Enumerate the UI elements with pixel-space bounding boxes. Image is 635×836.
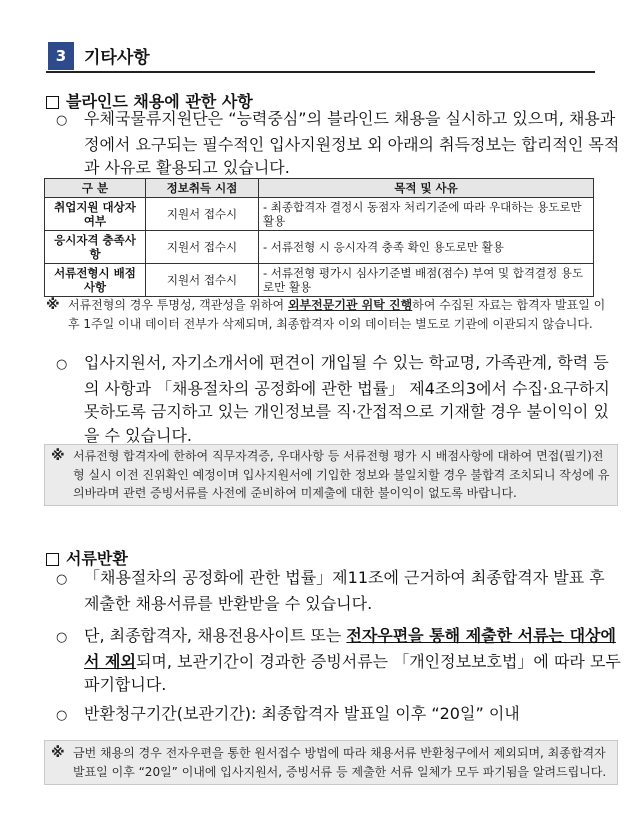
email-exclusion-emphasis: 전자우편을 통해 제출한 서류는 대상에서 제외 xyxy=(84,626,616,671)
table-row xyxy=(45,231,594,264)
reference-mark-icon: ※ xyxy=(46,297,60,313)
table-header: 정보취득 시점 xyxy=(146,179,259,198)
section-divider xyxy=(46,71,595,73)
circle-bullet-icon: ○ xyxy=(56,708,68,723)
table-cell-item: 서류전형시 배점사항 xyxy=(45,264,146,297)
table-row xyxy=(45,198,594,231)
blind-bullet-2: ○ 입사지원서, 자기소개서에 편견이 개입될 수 있는 학교명, 가족관계, 학력 등의 사항과 「채용절차의 공정화에 관한 법률」 제4조의3에서 수집·요구하지 못하도록 금지하고 있는 개인정보를 직·간접적으로 기재할 경우 불이익이 있을 수 있습니다. xyxy=(56,353,610,445)
table-cell-purpose: - 서류전형 시 응시자격 충족 확인 용도로만 활용 xyxy=(259,231,594,264)
return-note-box: ※ 금번 채용의 경우 전자우편을 통한 원서접수 방법에 따라 채용서류 반환청구에서 제외되며, 최종합격자 발표일 이후 “20일” 이내에 입사지원서, 증빙서류 등 제출한 서류 일체가 모두 파기됨을 알려드립니다. xyxy=(44,740,618,785)
reference-mark-icon: ※ xyxy=(51,448,65,464)
return-bullet-3: ○ 반환청구기간(보관기간): 최종합격자 발표일 이후 “20일” 이내 xyxy=(56,702,622,728)
section-title: 기타사항 xyxy=(84,48,150,68)
circle-bullet-icon: ○ xyxy=(56,357,68,372)
table-cell-timing: 지원서 접수시 xyxy=(146,231,259,264)
blind-note-1: ※ 서류전형의 경우 투명성, 객관성을 위하여 외부전문기관 위탁 진행하여 수집된 자료는 합격자 발표일 이후 1주일 이내 데이터 전부가 삭제되며, 최종합격자 이외 데이터는 별도로 기관에 이관되지 않습니다. xyxy=(46,297,606,331)
checkbox-square-icon xyxy=(46,553,59,566)
blind-bullet-1: ○ 우체국물류지원단은 “능력중심”의 블라인드 채용을 실시하고 있으며, 채용과정에서 요구되는 필수적인 입사지원정보 외 아래의 취득정보는 합리적인 목적과 사유로 활용되고 있습니다. xyxy=(56,109,620,177)
table-cell-item: 응시자격 충족사항 xyxy=(45,231,146,264)
table-cell-purpose: - 최종합격자 결정시 동점자 처리기준에 따라 우대하는 용도로만 활용 xyxy=(259,198,594,231)
document-return-heading: 서류반환 xyxy=(46,546,128,569)
circle-bullet-icon: ○ xyxy=(56,630,68,645)
section-number: 3 xyxy=(48,42,74,70)
table-cell-item: 취업지원 대상자 여부 xyxy=(45,198,146,231)
circle-bullet-icon: ○ xyxy=(56,113,68,128)
table-cell-timing: 지원서 접수시 xyxy=(146,198,259,231)
return-bullet-1: ○ 「채용절차의 공정화에 관한 법률」제11조에 근거하여 최종합격자 발표 후 제출한 채용서류를 반환받을 수 있습니다. xyxy=(56,568,605,613)
acquired-info-table xyxy=(44,178,594,297)
table-header: 목적 및 사유 xyxy=(259,179,594,198)
table-row xyxy=(45,264,594,297)
table-header-row xyxy=(45,179,594,198)
reference-mark-icon: ※ xyxy=(51,745,65,761)
circle-bullet-icon: ○ xyxy=(56,572,68,587)
blind-hiring-heading: 블라인드 채용에 관한 사항 xyxy=(46,89,253,112)
external-agency-emphasis: 외부전문기관 위탁 진행 xyxy=(287,298,413,312)
table-cell-purpose: - 서류전형 평가시 심사기준별 배점(점수) 부여 및 합격결정 용도로만 활용 xyxy=(259,264,594,297)
table-cell-timing: 지원서 접수시 xyxy=(146,264,259,297)
blind-note-2-box: ※ 서류전형 합격자에 한하여 직무자격증, 우대사항 등 서류전형 평가 시 배점사항에 대하여 면접(필기)전형 실시 이전 진위확인 예정이며 입사지원서에 기입한 정보와 불일치할 경우 불합격 조치되니 작성에 유의바라며 관련 증빙서류를 사전에 준비하여 미제출에 대한 불이익이 없도록 바랍니다. xyxy=(44,444,618,506)
table-header: 구 분 xyxy=(45,179,146,198)
return-bullet-2: ○ 단, 최종합격자, 채용전용사이트 또는 전자우편을 통해 제출한 서류는 대상에서 제외되며, 보관기간이 경과한 증빙서류는 「개인정보보호법」에 따라 모두 파기합니다. xyxy=(56,626,621,694)
